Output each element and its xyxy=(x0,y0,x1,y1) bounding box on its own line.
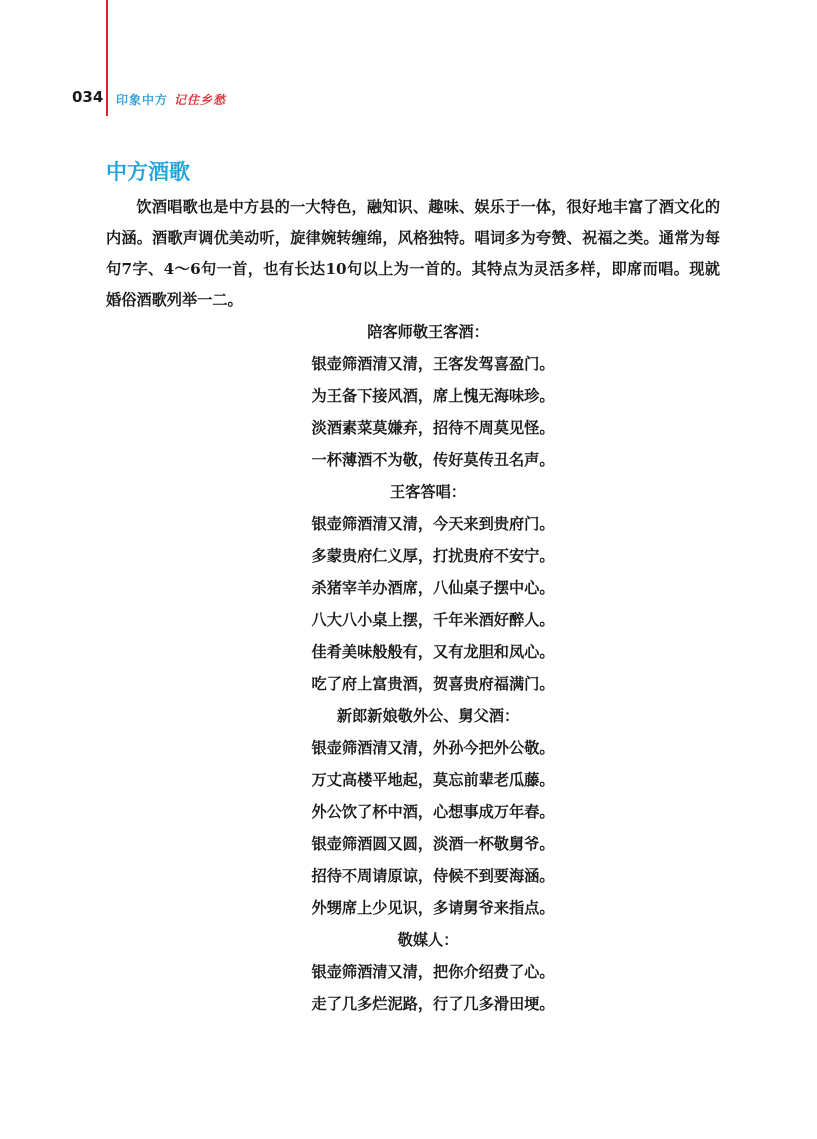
lyric-line: 杀猪宰羊办酒席，八仙桌子摆中心。 xyxy=(311,579,555,597)
lyric-line: 一杯薄酒不为敬，传好莫传丑名声。 xyxy=(311,451,555,469)
lyric-heading: 王客答唱： xyxy=(390,483,466,501)
lyric-line: 招待不周请原谅，侍候不到要海涵。 xyxy=(311,867,555,885)
lyric-line: 银壶筛酒清又清，今天来到贵府门。 xyxy=(311,515,555,533)
lyric-line: 多蒙贵府仁义厚，打扰贵府不安宁。 xyxy=(311,547,555,565)
lyric-line: 银壶筛酒清又清，外孙今把外公敬。 xyxy=(311,739,555,757)
lyric-line: 银壶筛酒圆又圆，淡酒一杯敬舅爷。 xyxy=(311,835,555,853)
lyric-line: 吃了府上富贵酒，贺喜贵府福满门。 xyxy=(311,675,555,693)
lyric-line: 淡酒素菜莫嫌弃，招待不周莫见怪。 xyxy=(311,419,555,437)
header-divider-line xyxy=(106,0,108,116)
lyric-heading: 敬媒人： xyxy=(397,931,459,949)
lyric-line: 银壶筛酒清又清，王客发驾喜盈门。 xyxy=(311,355,555,373)
lyric-heading: 新郎新娘敬外公、舅父酒： xyxy=(336,707,520,725)
lyric-heading: 陪客师敬王客酒： xyxy=(367,323,489,341)
song-lyrics xyxy=(106,316,720,1020)
lyric-line: 佳肴美味般般有，又有龙胆和凤心。 xyxy=(311,643,555,661)
lyric-line: 走了几多烂泥路，行了几多滑田埂。 xyxy=(311,995,555,1013)
lyric-line: 外甥席上少见识，多请舅爷来指点。 xyxy=(311,899,555,917)
running-header xyxy=(116,91,226,108)
page-number: 034 xyxy=(72,88,104,106)
running-header-slogan: 记住乡愁 xyxy=(174,93,227,107)
lyric-line: 外公饮了杯中酒，心想事成万年春。 xyxy=(311,803,555,821)
intro-text: 饮酒唱歌也是中方县的一大特色，融知识、趣味、娱乐于一体，很好地丰富了酒文化的内涵。酒歌声调优美动听，旋律婉转缠绵，风格独特。唱词多为夸赞、祝福之类。通常为每句7字、4～6句一首，也有长达10句以上为一首的。其特点为灵活多样，即席而唱。现就婚俗酒歌列举一二。 xyxy=(106,198,720,309)
lyric-line: 八大八小桌上摆，千年米酒好醉人。 xyxy=(311,611,555,629)
lyric-line: 银壶筛酒清又清，把你介绍费了心。 xyxy=(311,963,555,981)
running-header-book-title: 印象中方 xyxy=(116,93,169,107)
section-title: 中方酒歌 xyxy=(106,160,190,184)
lyric-line: 万丈高楼平地起，莫忘前辈老瓜藤。 xyxy=(311,771,555,789)
lyric-line: 为王备下接风酒，席上愧无海味珍。 xyxy=(311,387,555,405)
intro-paragraph xyxy=(106,192,720,316)
